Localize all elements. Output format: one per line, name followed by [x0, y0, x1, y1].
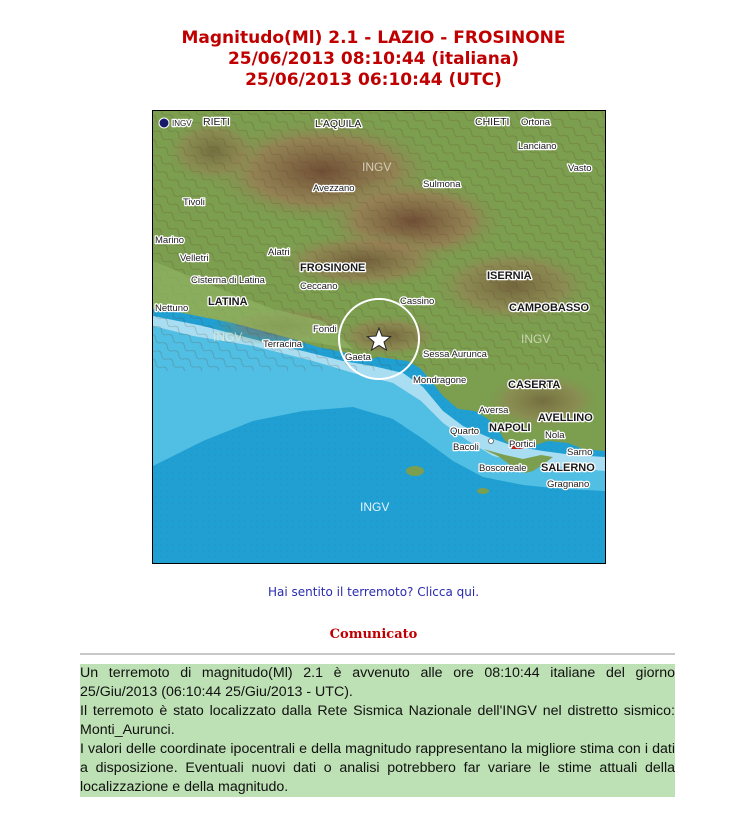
map-label-frosinone: FROSINONE: [300, 262, 366, 274]
map-label-latina: LATINA: [208, 296, 248, 308]
map-label-ortona: Ortona: [521, 117, 551, 128]
map-label-sessa: Sessa Aurunca: [423, 349, 487, 360]
watermark-ingv-mountains: INGV: [362, 160, 392, 174]
event-title-local-time: 25/06/2013 08:10:44 (italiana): [227, 49, 520, 69]
map-label-chieti: CHIETI: [475, 116, 510, 128]
map-label-napoli: NAPOLI: [489, 422, 531, 434]
map-label-avellino: AVELLINO: [538, 412, 593, 424]
map-label-fondi: Fondi: [313, 324, 337, 335]
comunicato-paragraph-event: Un terremoto di magnitudo(Ml) 2.1 è avvenuto alle ore 08:10:44 italiane del giorno 25/Giu/2013 (06:10:44 25/Giu/2013 - UTC).: [80, 665, 675, 700]
comunicato-box: [80, 664, 675, 797]
map-label-cisterna: Cisterna di Latina: [191, 275, 265, 286]
watermark-ingv-sea: INGV: [360, 500, 390, 514]
event-title-magnitude: Magnitudo(Ml) 2.1 - LAZIO - FROSINONE: [181, 28, 566, 48]
map-label-tivoli: Tivoli: [183, 197, 205, 208]
map-label-portici: Portici: [509, 439, 536, 450]
map-label-nettuno: Nettuno: [155, 303, 189, 314]
map-label-rieti: RIETI: [203, 116, 230, 128]
comunicato-title: Comunicato: [329, 627, 418, 642]
map-label-caserta: CASERTA: [508, 379, 561, 391]
event-title-utc-time: 25/06/2013 06:10:44 (UTC): [245, 70, 502, 90]
comunicato-paragraph-disclaimer: I valori delle coordinate ipocentrali e della magnitudo rappresentano la migliore stima con i dati a disposizione. Eventuali nuovi dati o analisi potrebbero far variare le stime attuali della localizzazione e della magnitudo.: [80, 741, 675, 795]
event-title: [0, 28, 747, 91]
felt-earthquake-link[interactable]: Hai sentito il terremoto? Clicca qui.: [267, 585, 480, 599]
ingv-logo-icon: [159, 118, 169, 128]
map-label-laquila: L'AQUILA: [315, 118, 362, 130]
map-label-vasto: Vasto: [568, 163, 592, 174]
map-label-quarto: Quarto: [450, 426, 480, 437]
ingv-logo-text: INGV: [172, 119, 192, 128]
island-capri: [477, 488, 489, 494]
map-label-gragnano: Gragnano: [547, 479, 590, 490]
map-label-ceccano: Ceccano: [300, 281, 338, 292]
divider: [80, 653, 675, 655]
map-label-aversa: Aversa: [479, 405, 509, 416]
map-label-avezzano: Avezzano: [313, 183, 355, 194]
map-label-campobasso: CAMPOBASSO: [509, 302, 590, 314]
epicenter-map: [152, 110, 606, 564]
comunicato-paragraph-district: Il terremoto è stato localizzato dalla Rete Sismica Nazionale dell'INGV nel distretto sismico: Monti_Aurunci.: [80, 703, 675, 738]
map-label-terracina: Terracina: [263, 339, 303, 350]
watermark-ingv-right: INGV: [521, 332, 551, 346]
map-label-gaeta: Gaeta: [345, 352, 371, 363]
map-label-alatri: Alatri: [268, 247, 290, 258]
napoli-dot-icon: [489, 439, 494, 444]
map-svg: [153, 111, 605, 563]
map-label-boscoreale: Boscoreale: [479, 463, 527, 474]
map-label-cassino: Cassino: [400, 296, 435, 307]
map-label-sarno: Sarno: [567, 447, 593, 458]
map-label-mondragone: Mondragone: [413, 375, 467, 386]
map-label-velletri: Velletri: [180, 253, 209, 264]
map-label-sulmona: Sulmona: [423, 179, 461, 190]
map-label-lanciano: Lanciano: [518, 141, 557, 152]
map-label-nola: Nola: [545, 430, 565, 441]
watermark-ingv-left: INGV: [213, 330, 243, 344]
map-label-bacoli: Bacoli: [453, 442, 479, 453]
island-ischia: [406, 466, 424, 476]
map-label-salerno: SALERNO: [541, 462, 595, 474]
map-label-marino: Marino: [155, 235, 185, 246]
map-label-isernia: ISERNIA: [487, 270, 532, 282]
